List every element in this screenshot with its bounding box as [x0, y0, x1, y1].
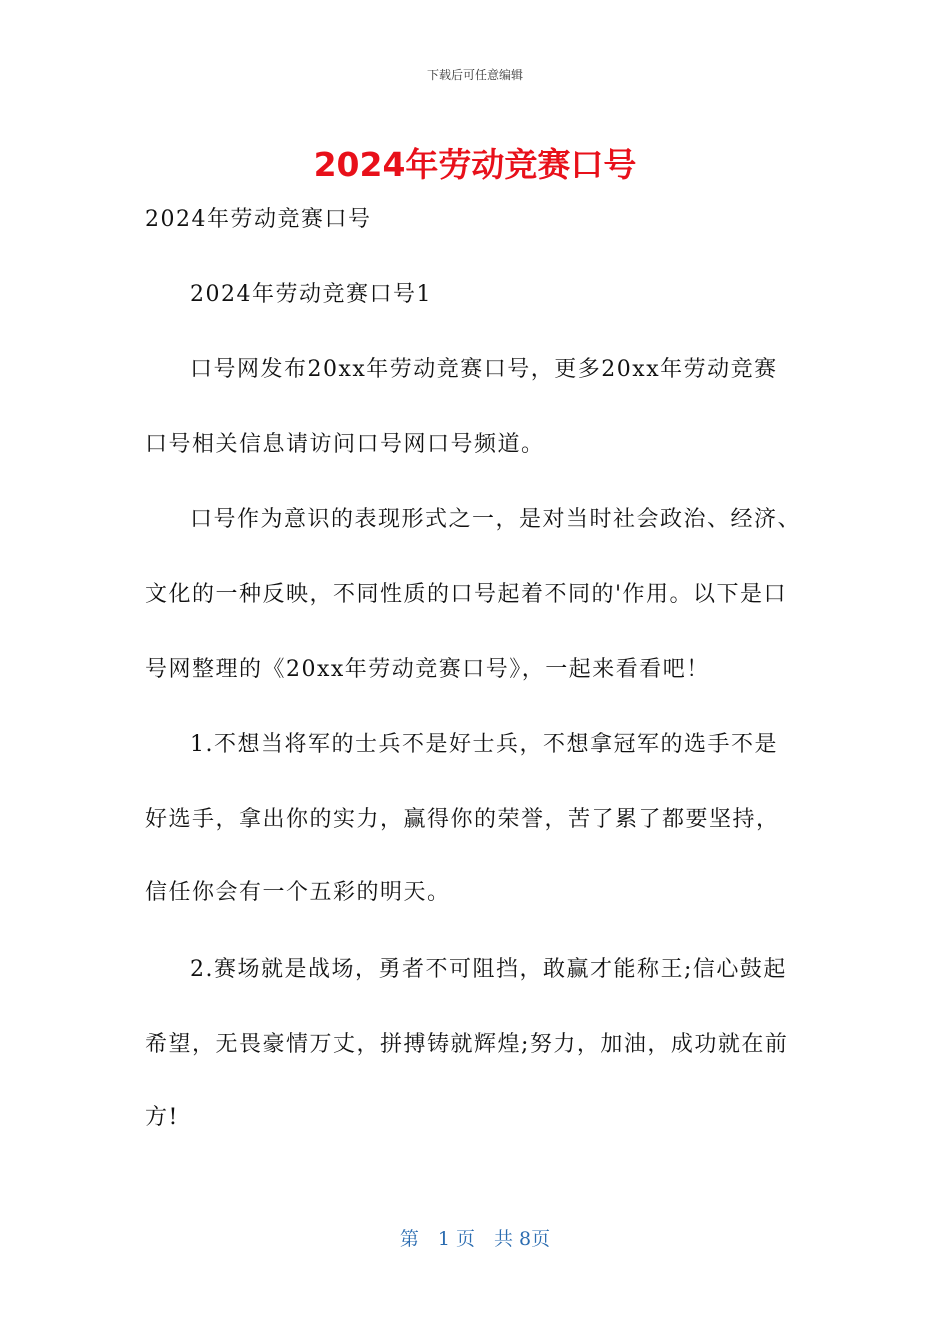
list-item-line: 1.不想当将军的士兵不是好士兵，不想拿冠军的选手不是 — [190, 732, 778, 757]
list-item-line: 方! — [145, 1105, 179, 1130]
paragraph-line: 口号相关信息请访问口号网口号频道。 — [145, 432, 545, 457]
list-item-line: 2.赛场就是战场，勇者不可阻挡，敢赢才能称王;信心鼓起 — [190, 957, 787, 982]
list-item-line: 好选手，拿出你的实力，赢得你的荣誉，苦了累了都要坚持， — [145, 807, 780, 832]
paragraph-line: 文化的一种反映，不同性质的口号起着不同的'作用。以下是口 — [145, 582, 788, 607]
document-title: 2024年劳动竞赛口号 — [313, 145, 637, 184]
subtitle-line: 2024年劳动竞赛口号 — [145, 207, 372, 232]
list-item-line: 信任你会有一个五彩的明天。 — [145, 880, 451, 905]
header-note: 下载后可任意编辑 — [426, 68, 523, 82]
list-item-line: 希望，无畏豪情万丈，拼搏铸就辉煌;努力，加油，成功就在前 — [145, 1032, 789, 1057]
page-number-footer: 第 1 页 共 8页 — [399, 1228, 551, 1250]
paragraph-line: 号网整理的《20xx年劳动竞赛口号》，一起来看看吧！ — [145, 657, 710, 682]
section-heading: 2024年劳动竞赛口号1 — [190, 282, 432, 307]
paragraph-line: 口号网发布20xx年劳动竞赛口号，更多20xx年劳动竞赛 — [190, 357, 778, 382]
paragraph-line: 口号作为意识的表现形式之一，是对当时社会政治、经济、 — [190, 507, 802, 532]
